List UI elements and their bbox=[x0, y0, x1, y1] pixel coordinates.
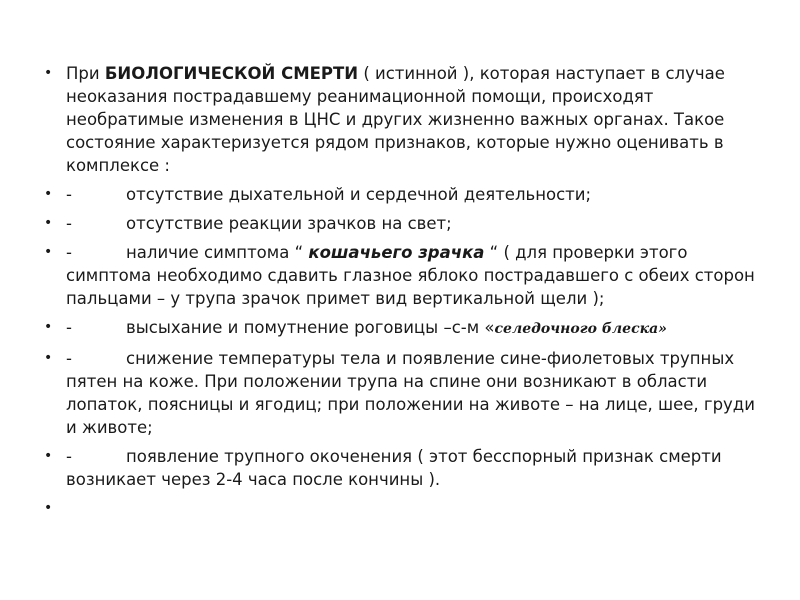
term-herring-shine: селедочного блеска» bbox=[494, 321, 667, 337]
dash-marker: - bbox=[66, 214, 72, 233]
intro-text-cont: ( истинной ), которая наступает в случае неоказания пострадавшему реанимационной помощи, происходят необратимые изменения в ЦНС и других жизненно важных органах. Такое состояние характеризуется рядом признаков, которые нужно оценивать в комплексе : bbox=[66, 64, 725, 175]
sign-text: снижение температуры тела и появление сине-фиолетовых трупных пятен на коже. При положении трупа на спине они возникают в области лопаток, поясницы и ягодиц; при положении на животе – на лице, шее, груди и животе; bbox=[66, 349, 755, 437]
bullet-icon: • bbox=[44, 65, 53, 81]
sign-text-cont: “ ( для проверки этого симптома необходимо сдавить глазное яблоко пострадавшего с обеих сторон пальцами – у трупа зрачок примет вид вертикальной щели ); bbox=[66, 243, 755, 308]
bullet-icon: • bbox=[44, 319, 53, 335]
list-item bbox=[44, 316, 764, 341]
dash-marker: - bbox=[66, 349, 72, 368]
dash-marker: - bbox=[66, 185, 72, 204]
list-item bbox=[44, 183, 764, 206]
sign-text: появление трупного окоченения ( этот бесспорный признак смерти возникает через 2-4 часа после кончины ). bbox=[66, 447, 722, 489]
bullet-icon: • bbox=[44, 186, 53, 202]
bullet-icon: • bbox=[44, 244, 53, 260]
list-item bbox=[44, 445, 764, 491]
bullet-icon: • bbox=[44, 448, 53, 464]
list-item bbox=[44, 347, 764, 439]
bullet-icon: • bbox=[44, 350, 53, 366]
list-item bbox=[44, 241, 764, 310]
sign-text: отсутствие дыхательной и сердечной деятельности; bbox=[126, 185, 592, 204]
bullet-icon: • bbox=[44, 500, 53, 516]
bullet-icon: • bbox=[44, 215, 53, 231]
bullet-list bbox=[44, 62, 764, 516]
dash-marker: - bbox=[66, 318, 72, 337]
term-biological-death: БИОЛОГИЧЕСКОЙ СМЕРТИ bbox=[104, 64, 359, 83]
sign-text: отсутствие реакции зрачков на свет; bbox=[126, 214, 452, 233]
term-cat-pupil: кошачьего зрачка bbox=[308, 243, 485, 262]
sign-text: высыхание и помутнение роговицы –с-м « bbox=[126, 318, 495, 337]
dash-marker: - bbox=[66, 447, 72, 466]
dash-marker: - bbox=[66, 243, 72, 262]
list-item bbox=[44, 212, 764, 235]
intro-text: При bbox=[66, 64, 105, 83]
list-item bbox=[44, 62, 764, 177]
sign-text: наличие симптома “ bbox=[126, 243, 309, 262]
